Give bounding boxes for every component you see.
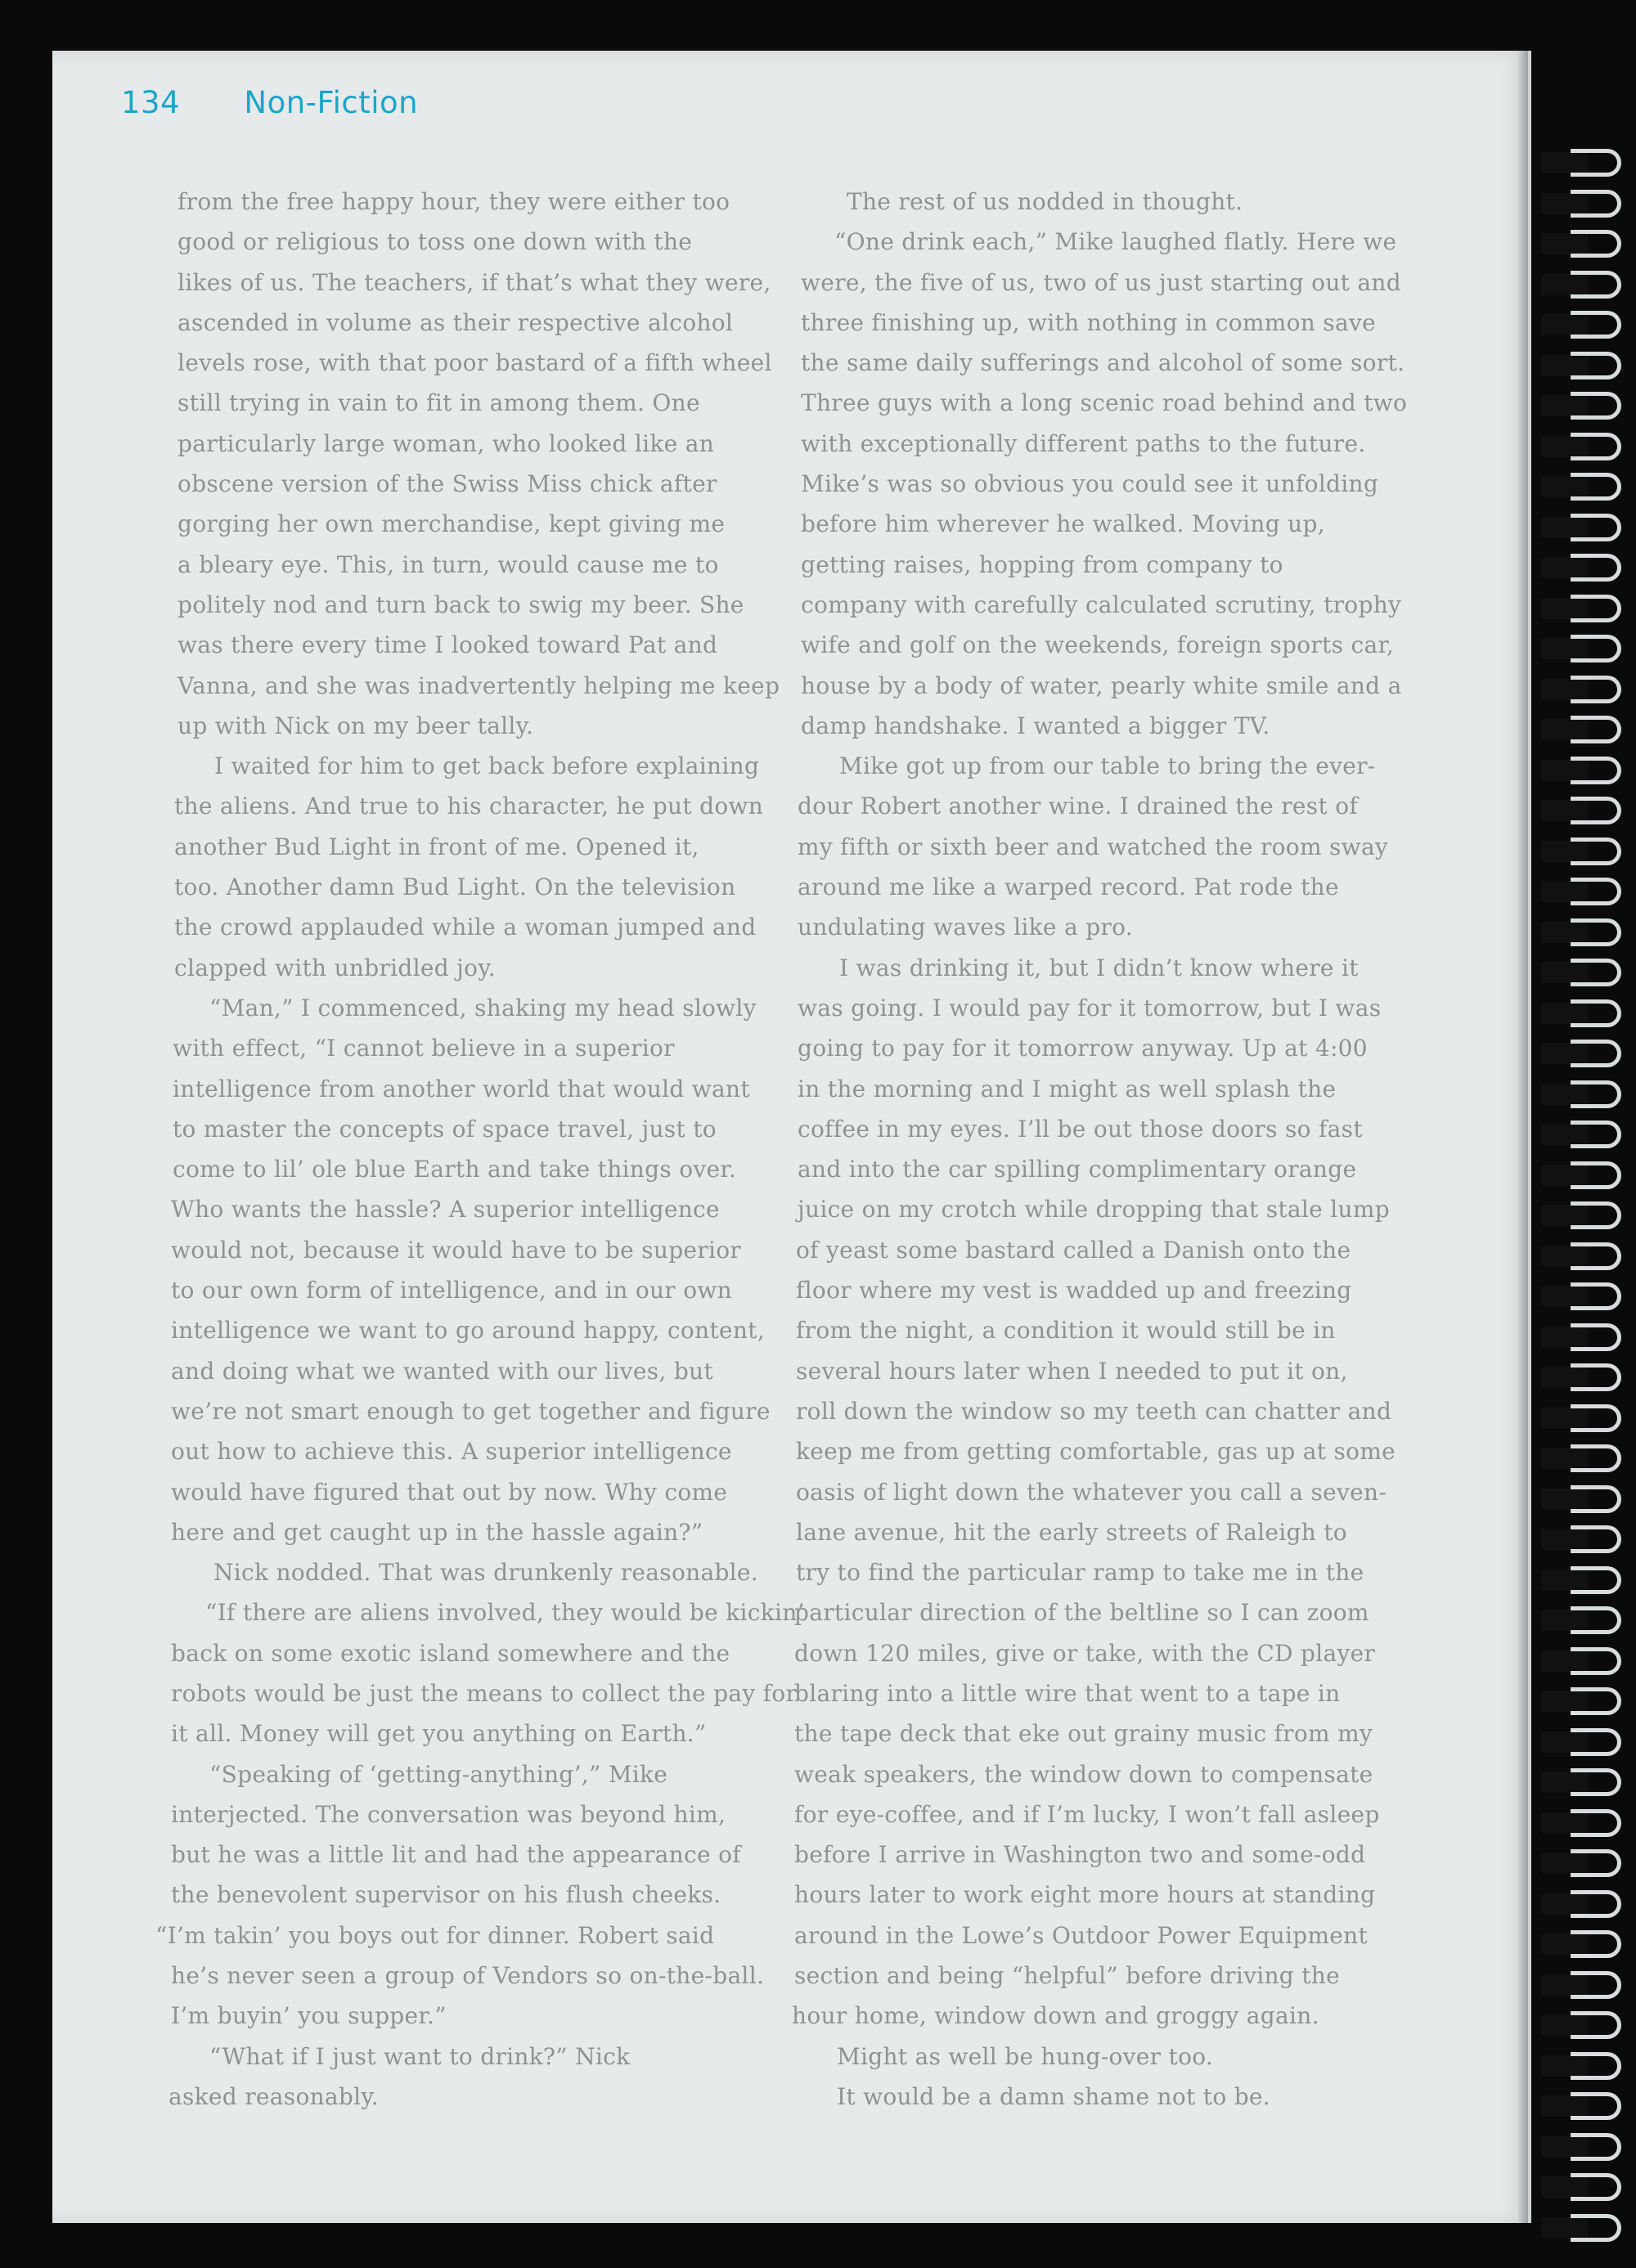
spiral-coil bbox=[1538, 1767, 1620, 1799]
spiral-coil bbox=[1538, 1848, 1620, 1880]
text-line: “One drink each,” Mike laughed flatly. Here we bbox=[834, 228, 1397, 256]
text-line: my fifth or sixth beer and watched the room sway bbox=[798, 833, 1389, 860]
spiral-coil bbox=[1538, 1362, 1620, 1394]
text-line: “I’m takin’ you boys out for dinner. Robert said bbox=[155, 1921, 715, 1949]
spiral-coil bbox=[1538, 2010, 1620, 2042]
text-line: particular direction of the beltline so I can zoom bbox=[794, 1599, 1369, 1627]
text-line: Three guys with a long scenic road behind and two bbox=[801, 389, 1408, 417]
text-line: with effect, “I cannot believe in a superior bbox=[173, 1035, 675, 1062]
spiral-coil bbox=[1538, 350, 1620, 383]
text-line: and into the car spilling complimentary orange bbox=[798, 1156, 1357, 1183]
text-line: section and being “helpful” before driving the bbox=[794, 1962, 1340, 1990]
text-line: were, the five of us, two of us just starting out and bbox=[801, 268, 1401, 296]
spiral-coil bbox=[1538, 1565, 1620, 1597]
text-line: another Bud Light in front of me. Opened it, bbox=[174, 833, 699, 860]
spiral-coil bbox=[1538, 1969, 1620, 2002]
text-line: juice on my crotch while dropping that stale lump bbox=[798, 1196, 1390, 1224]
spiral-coil bbox=[1538, 1160, 1620, 1192]
text-line: we’re not smart enough to get together and figure bbox=[171, 1397, 771, 1425]
spiral-coil bbox=[1538, 795, 1620, 828]
spiral-coil bbox=[1538, 390, 1620, 423]
text-line: Mike got up from our table to bring the ever- bbox=[839, 752, 1376, 780]
text-line: from the night, a condition it would still be in bbox=[796, 1317, 1336, 1345]
text-line: damp handshake. I wanted a bigger TV. bbox=[801, 712, 1270, 739]
spiral-coil bbox=[1538, 2050, 1620, 2083]
text-line: oasis of light down the whatever you call a seven- bbox=[796, 1478, 1387, 1506]
spiral-coil bbox=[1538, 1929, 1620, 1961]
spiral-coil bbox=[1538, 836, 1620, 869]
text-line: was going. I would pay for it tomorrow, but I was bbox=[798, 994, 1382, 1022]
text-line: try to find the particular ramp to take me in the bbox=[796, 1559, 1364, 1587]
text-line: robots would be just the means to collect the pay for bbox=[171, 1679, 798, 1707]
text-line: with exceptionally different paths to the future. bbox=[801, 429, 1366, 457]
spiral-coil bbox=[1538, 714, 1620, 747]
text-line: Mike’s was so obvious you could see it unfolding bbox=[801, 470, 1379, 498]
text-line: intelligence from another world that would want bbox=[173, 1075, 750, 1103]
spiral-coil bbox=[1538, 2171, 1620, 2204]
text-line: “Speaking of ‘getting-anything’,” Mike bbox=[209, 1760, 668, 1788]
text-line: up with Nick on my beer tally. bbox=[178, 712, 534, 739]
text-line: wife and golf on the weekends, foreign sports car, bbox=[801, 631, 1395, 659]
text-line: to our own form of intelligence, and in our own bbox=[171, 1277, 732, 1305]
spiral-coil bbox=[1538, 998, 1620, 1031]
text-line: around me like a warped record. Pat rode the bbox=[798, 874, 1339, 901]
spiral-coil bbox=[1538, 1200, 1620, 1233]
spiral-coil bbox=[1538, 1484, 1620, 1516]
text-line: getting raises, hopping from company to bbox=[801, 550, 1283, 578]
text-line: in the morning and I might as well splash the bbox=[798, 1075, 1337, 1103]
text-line: hour home, window down and groggy again. bbox=[792, 2002, 1319, 2030]
text-line: going to pay for it tomorrow anyway. Up at 4:00 bbox=[798, 1035, 1368, 1062]
text-line: lane avenue, hit the early streets of Raleigh to bbox=[796, 1518, 1347, 1546]
text-line: It would be a damn shame not to be. bbox=[837, 2082, 1271, 2110]
text-line: politely nod and turn back to swig my beer. She bbox=[178, 591, 744, 618]
text-line: and doing what we wanted with our lives, but bbox=[171, 1357, 713, 1385]
text-line: I waited for him to get back before explaining bbox=[214, 752, 760, 780]
spiral-coil bbox=[1538, 2091, 1620, 2123]
text-line: would not, because it would have to be superior bbox=[171, 1236, 742, 1264]
text-line: levels rose, with that poor bastard of a fifth wheel bbox=[178, 349, 772, 377]
text-line: to master the concepts of space travel, just to bbox=[173, 1115, 717, 1143]
spiral-coil bbox=[1538, 593, 1620, 626]
text-line: before I arrive in Washington two and some-odd bbox=[794, 1841, 1366, 1869]
text-line: I was drinking it, but I didn’t know where it bbox=[839, 954, 1359, 981]
text-line: “If there are aliens involved, they would be kickin’ bbox=[205, 1599, 805, 1627]
text-line: particularly large woman, who looked like an bbox=[178, 429, 715, 457]
text-line: floor where my vest is wadded up and freezing bbox=[796, 1277, 1352, 1305]
spiral-binding bbox=[1538, 57, 1628, 2225]
text-line: coffee in my eyes. I’ll be out those doors so fast bbox=[798, 1115, 1363, 1143]
text-line: a bleary eye. This, in turn, would cause me to bbox=[178, 550, 719, 578]
text-line: here and get caught up in the hassle again?” bbox=[171, 1518, 703, 1546]
text-line: clapped with unbridled joy. bbox=[174, 954, 496, 981]
spiral-coil bbox=[1538, 755, 1620, 788]
text-line: but he was a little lit and had the appearance of bbox=[171, 1841, 741, 1869]
text-line: of yeast some bastard called a Danish onto the bbox=[796, 1236, 1351, 1264]
spiral-coil bbox=[1538, 674, 1620, 707]
section-title: Non-Fiction bbox=[244, 85, 419, 120]
right-text-column bbox=[792, 182, 1407, 2117]
spiral-coil bbox=[1538, 228, 1620, 261]
text-line: too. Another damn Bud Light. On the television bbox=[174, 874, 736, 901]
text-line: obscene version of the Swiss Miss chick after bbox=[178, 470, 717, 498]
text-line: The rest of us nodded in thought. bbox=[847, 188, 1243, 215]
running-header bbox=[121, 85, 418, 120]
text-line: Might as well be hung-over too. bbox=[837, 2042, 1214, 2070]
text-line: ascended in volume as their respective alcohol bbox=[178, 308, 734, 336]
spiral-coil bbox=[1538, 917, 1620, 950]
spiral-coil bbox=[1538, 1646, 1620, 1678]
text-line: Who wants the hassle? A superior intelligence bbox=[171, 1196, 720, 1224]
text-line: undulating waves like a pro. bbox=[798, 914, 1133, 941]
text-line: was there every time I looked toward Pat and bbox=[178, 631, 718, 659]
text-line: hours later to work eight more hours at standing bbox=[794, 1881, 1376, 1909]
text-line: weak speakers, the window down to compensate bbox=[794, 1760, 1373, 1788]
text-line: from the free happy hour, they were either too bbox=[178, 188, 730, 215]
spiral-coil bbox=[1538, 147, 1620, 180]
text-line: down 120 miles, give or take, with the CD player bbox=[794, 1639, 1376, 1667]
text-line: dour Robert another wine. I drained the rest of bbox=[798, 793, 1359, 820]
text-line: back on some exotic island somewhere and the bbox=[171, 1639, 730, 1667]
text-line: “Man,” I commenced, shaking my head slowly bbox=[209, 994, 757, 1022]
spiral-coil bbox=[1538, 957, 1620, 990]
text-line: for eye-coffee, and if I’m lucky, I won’t fall asleep bbox=[794, 1800, 1380, 1828]
spiral-coil bbox=[1538, 552, 1620, 585]
spiral-coil bbox=[1538, 188, 1620, 221]
spiral-coil bbox=[1538, 633, 1620, 666]
spiral-coil bbox=[1538, 1322, 1620, 1354]
spiral-coil bbox=[1538, 1281, 1620, 1314]
text-line: blaring into a little wire that went to a tape in bbox=[794, 1679, 1341, 1707]
spiral-coil bbox=[1538, 1605, 1620, 1637]
text-line: “What if I just want to drink?” Nick bbox=[209, 2042, 631, 2070]
text-line: roll down the window so my teeth can chatter and bbox=[796, 1397, 1392, 1425]
text-line: intelligence we want to go around happy, content, bbox=[171, 1317, 765, 1345]
text-line: the aliens. And true to his character, he put down bbox=[174, 793, 764, 820]
page-number: 134 bbox=[121, 85, 181, 120]
spiral-coil bbox=[1538, 512, 1620, 545]
spiral-coil bbox=[1538, 2212, 1620, 2245]
spiral-coil bbox=[1538, 1524, 1620, 1556]
spiral-coil bbox=[1538, 1079, 1620, 1112]
left-text-column bbox=[155, 182, 805, 2117]
text-line: come to lil’ ole blue Earth and take things over. bbox=[173, 1156, 737, 1183]
text-line: it all. Money will get you anything on Earth.” bbox=[171, 1720, 707, 1748]
spiral-coil bbox=[1538, 1443, 1620, 1475]
text-line: asked reasonably. bbox=[169, 2082, 380, 2110]
spiral-coil bbox=[1538, 1403, 1620, 1435]
spiral-coil bbox=[1538, 431, 1620, 464]
text-line: likes of us. The teachers, if that’s what they were, bbox=[178, 268, 771, 296]
spiral-coil bbox=[1538, 2131, 1620, 2164]
spiral-coil bbox=[1538, 876, 1620, 909]
text-line: interjected. The conversation was beyond him, bbox=[171, 1800, 726, 1828]
spiral-coil bbox=[1538, 1241, 1620, 1273]
text-line: before him wherever he walked. Moving up, bbox=[801, 510, 1325, 538]
text-line: around in the Lowe’s Outdoor Power Equipment bbox=[794, 1921, 1369, 1949]
text-line: the tape deck that eke out grainy music from my bbox=[794, 1720, 1373, 1748]
text-line: several hours later when I needed to put it on, bbox=[796, 1357, 1348, 1385]
spiral-coil bbox=[1538, 1808, 1620, 1840]
spiral-coil bbox=[1538, 269, 1620, 302]
text-line: good or religious to toss one down with the bbox=[178, 228, 693, 256]
text-line: the crowd applauded while a woman jumped and bbox=[174, 914, 757, 941]
text-line: would have figured that out by now. Why come bbox=[171, 1478, 728, 1506]
text-line: gorging her own merchandise, kept giving me bbox=[178, 510, 726, 538]
spiral-coil bbox=[1538, 1727, 1620, 1759]
text-line: he’s never seen a group of Vendors so on-the-ball. bbox=[171, 1962, 765, 1990]
text-line: keep me from getting comfortable, gas up at some bbox=[796, 1438, 1396, 1466]
text-line: company with carefully calculated scrutiny, trophy bbox=[801, 591, 1402, 618]
text-line: house by a body of water, pearly white smile and a bbox=[801, 671, 1402, 699]
text-line: the same daily sufferings and alcohol of some sort. bbox=[801, 349, 1405, 377]
text-line: Nick nodded. That was drunkenly reasonable. bbox=[213, 1559, 758, 1587]
spiral-coil bbox=[1538, 1038, 1620, 1071]
page-edge bbox=[1518, 51, 1528, 2223]
text-line: still trying in vain to fit in among them. One bbox=[178, 389, 700, 417]
text-line: the benevolent supervisor on his flush cheeks. bbox=[171, 1881, 721, 1909]
spiral-coil bbox=[1538, 1119, 1620, 1152]
spiral-coil bbox=[1538, 1889, 1620, 1921]
spiral-coil bbox=[1538, 309, 1620, 342]
spiral-coil bbox=[1538, 1686, 1620, 1718]
text-line: three finishing up, with nothing in common save bbox=[801, 308, 1376, 336]
text-line: Vanna, and she was inadvertently helping me keep bbox=[178, 671, 780, 699]
text-line: I’m buyin’ you supper.” bbox=[171, 2002, 447, 2030]
text-line: out how to achieve this. A superior intelligence bbox=[171, 1438, 732, 1466]
spiral-coil bbox=[1538, 471, 1620, 504]
